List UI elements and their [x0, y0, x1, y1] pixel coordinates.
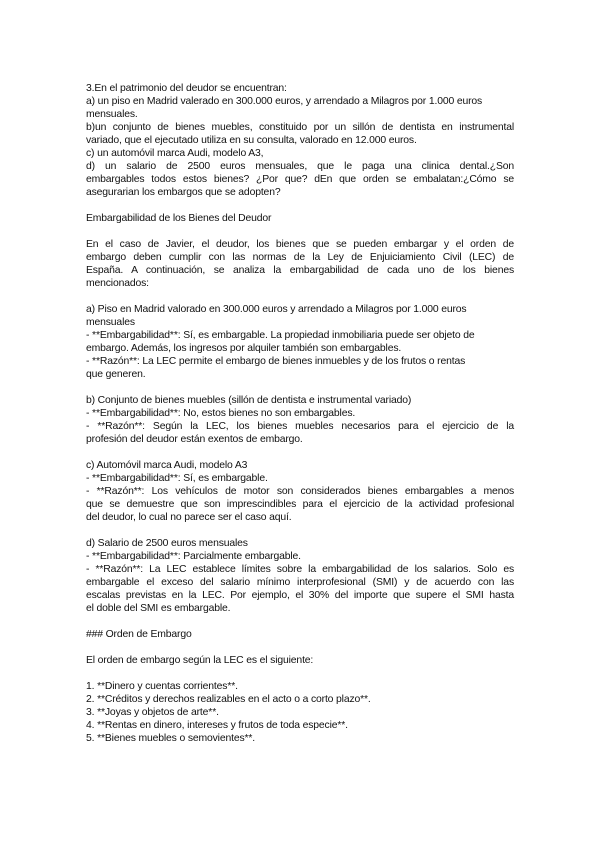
text-line: - **Razón**: Según la LEC, los bienes muebles necesarios para el ejercicio de la [86, 421, 514, 432]
paragraph-gap [86, 667, 514, 680]
text-line: mencionados: [86, 278, 149, 289]
text-line: 5. **Bienes muebles o semovientes**. [86, 733, 256, 744]
text-line: escalas previstas en la LEC. Por ejemplo, el 30% del importe que supere el SMI hasta [86, 590, 514, 601]
text-line: d) Salario de 2500 euros mensuales [86, 538, 248, 549]
text-line: embargo. Además, los ingresos por alquiler también son embargables. [86, 343, 402, 354]
text-line: embargables todos estos bienes? ¿Por que? dEn que orden se embalatan:¿Cómo se [86, 174, 514, 185]
text-line: El orden de embargo según la LEC es el siguiente: [86, 655, 314, 666]
text-line: 4. **Rentas en dinero, intereses y frutos de toda especie**. [86, 720, 348, 731]
text-line: c) Automóvil marca Audi, modelo A3 [86, 460, 248, 471]
paragraph-gap [86, 225, 514, 238]
paragraph-gap [86, 446, 514, 459]
text-line: - **Razón**: Los vehículos de motor son considerados bienes embargables a menos [86, 486, 514, 497]
text-line: Embargabilidad de los Bienes del Deudor [86, 213, 272, 224]
text-line: ### Orden de Embargo [86, 629, 192, 640]
paragraph-gap [86, 641, 514, 654]
text-line: - **Razón**: La LEC permite el embargo de bienes inmuebles y de los frutos o rentas [86, 356, 466, 367]
text-line: mensuales. [86, 109, 138, 120]
text-line: embargo deben cumplir con las normas de la Ley de Enjuiciamiento Civil (LEC) de [86, 252, 514, 263]
text-line: que se demuestre que son imprescindibles para el ejercicio de la actividad profesional [86, 499, 514, 510]
paragraph-gap [86, 524, 514, 537]
text-line: 3. **Joyas y objetos de arte**. [86, 707, 219, 718]
text-line: a) un piso en Madrid valerado en 300.000 euros, y arrendado a Milagros por 1.000 euros [86, 96, 483, 107]
text-line: profesión del deudor están exentos de embargo. [86, 434, 303, 445]
text-line: asegurarian los embargos que se adopten? [86, 187, 281, 198]
text-line: 3.En el patrimonio del deudor se encuentran: [86, 83, 287, 94]
text-line: que generen. [86, 369, 146, 380]
text-line: - **Razón**: La LEC establece límites sobre la embargabilidad de los salarios. Solo es [86, 564, 514, 575]
text-line: España. A continuación, se analiza la embargabilidad de cada uno de los bienes [86, 265, 514, 276]
text-line: - **Embargabilidad**: No, estos bienes no son embargables. [86, 408, 356, 419]
text-line: embargable el exceso del salario mínimo interprofesional (SMI) y de acuerdo con las [86, 577, 514, 588]
paragraph-gap [86, 199, 514, 212]
paragraph-gap [86, 290, 514, 303]
text-line: b) Conjunto de bienes muebles (sillón de dentista e instrumental variado) [86, 395, 412, 406]
text-line: En el caso de Javier, el deudor, los bienes que se pueden embargar y el orden de [86, 239, 514, 250]
text-line: 1. **Dinero y cuentas corrientes**. [86, 681, 238, 692]
paragraph-gap [86, 615, 514, 628]
text-line: c) un automóvil marca Audi, modelo A3, [86, 148, 264, 159]
document-body [86, 82, 514, 745]
text-line: del deudor, lo cual no parece ser el caso aquí. [86, 512, 292, 523]
text-line: mensuales [86, 317, 135, 328]
text-line: variado, que el ejecutado utiliza en su consulta, valorado en 12.000 euros. [86, 135, 417, 146]
text-line: d) un salario de 2500 euros mensuales, que le paga una clinica dental.¿Son [86, 161, 514, 172]
text-line: - **Embargabilidad**: Sí, es embargable. [86, 473, 268, 484]
text-line: - **Embargabilidad**: Parcialmente embargable. [86, 551, 301, 562]
text-line: - **Embargabilidad**: Sí, es embargable. La propiedad inmobiliaria puede ser objeto de [86, 330, 475, 341]
text-line: el doble del SMI es embargable. [86, 603, 231, 614]
paragraph-gap [86, 381, 514, 394]
text-line: b)un conjunto de bienes muebles, constituido por un sillón de dentista en instrumental [86, 122, 514, 133]
text-line: 2. **Créditos y derechos realizables en el acto o a corto plazo**. [86, 694, 371, 705]
text-line: a) Piso en Madrid valorado en 300.000 euros y arrendado a Milagros por 1.000 euros [86, 304, 467, 315]
